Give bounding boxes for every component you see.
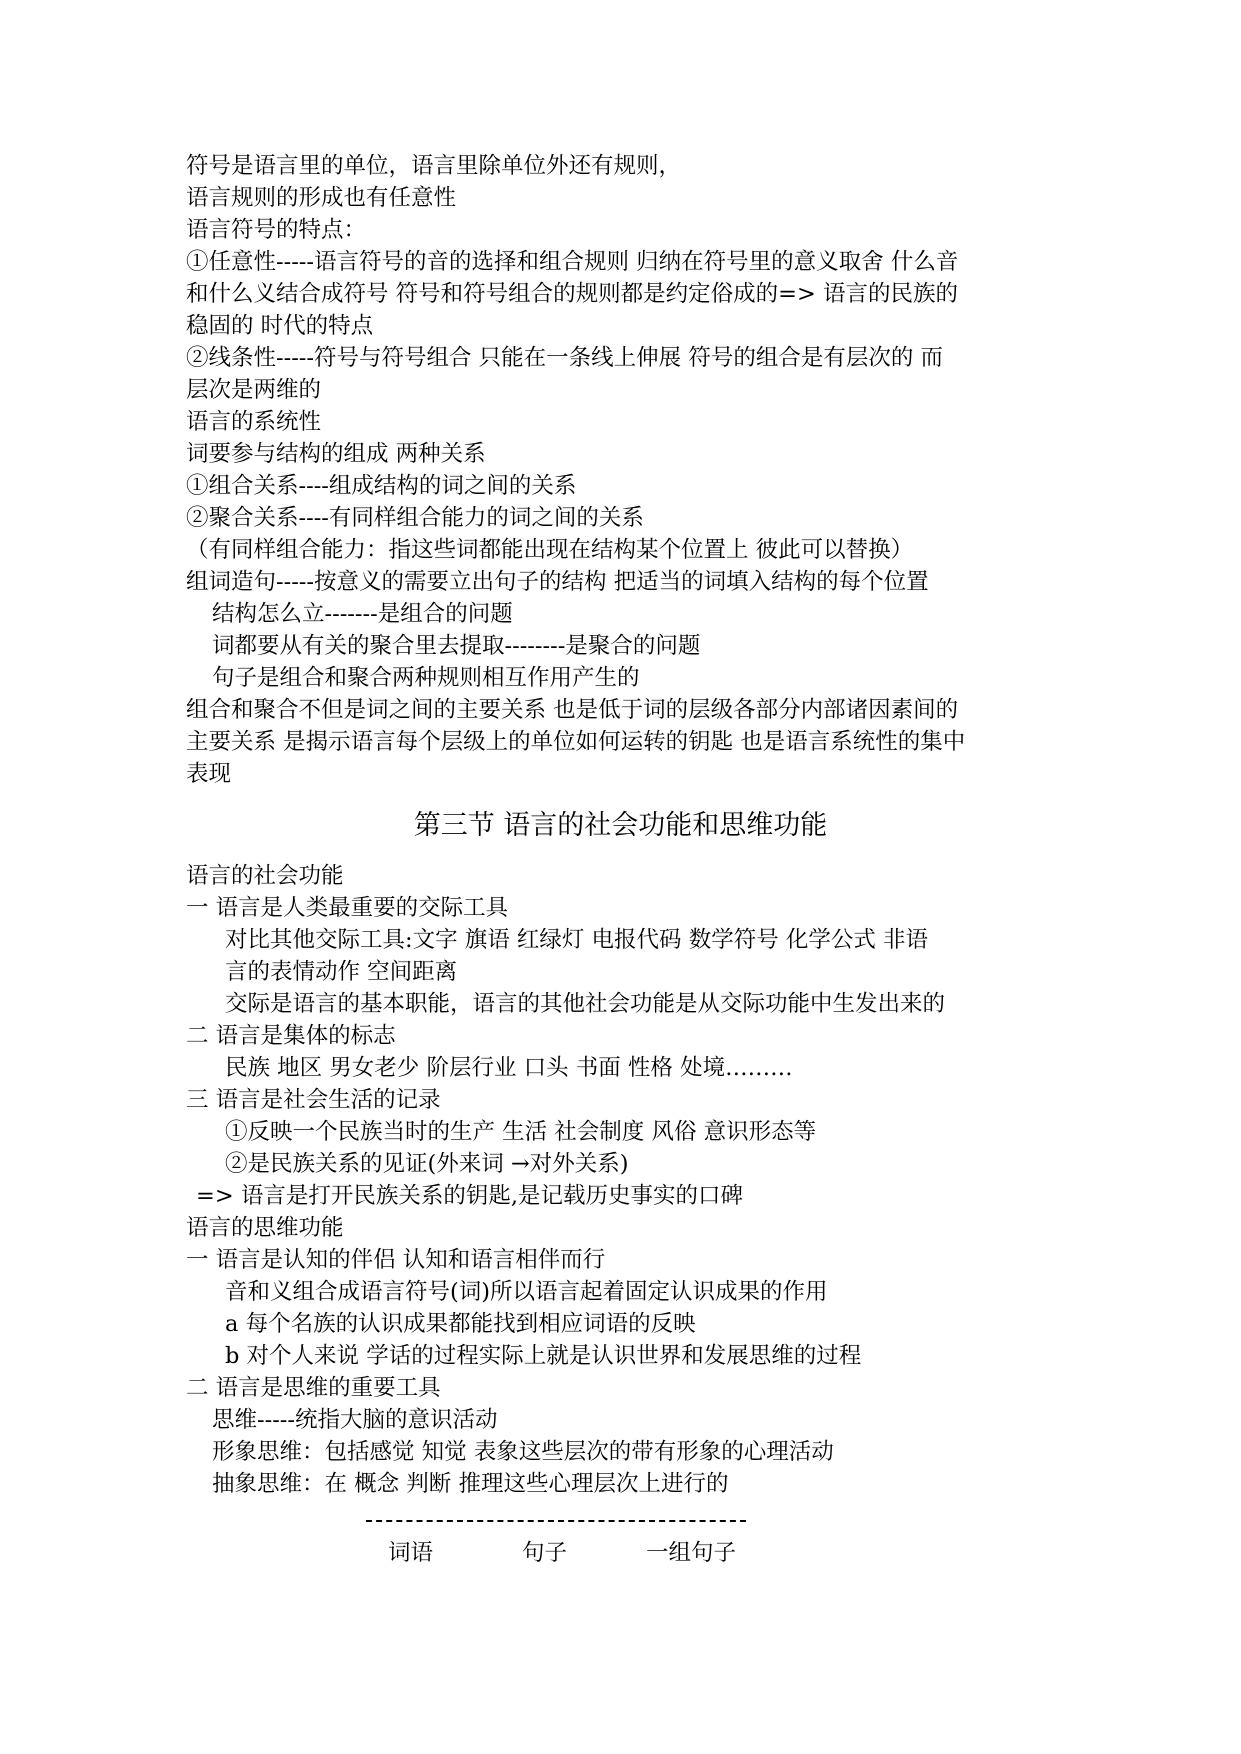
text-line: 句子是组合和聚合两种规则相互作用产生的 <box>212 665 640 691</box>
text-line: 语言符号的特点： <box>186 217 367 243</box>
text-line: 思维-----统指大脑的意识活动 <box>212 1407 498 1433</box>
text-line: 对比其他交际工具:文字 旗语 红绿灯 电报代码 数学符号 化学公式 非语 <box>225 927 928 953</box>
text-line: 结构怎么立-------是组合的问题 <box>212 601 513 627</box>
text-line: 和什么义结合成符号 符号和符号组合的规则都是约定俗成的=> 语言的民族的 <box>186 281 959 307</box>
text-line: ②聚合关系----有同样组合能力的词之间的关系 <box>186 505 644 531</box>
text-line: 一 语言是认知的伴侣 认知和语言相伴而行 <box>186 1247 606 1273</box>
text-line: 组合和聚合不但是词之间的主要关系 也是低于词的层级各部分内部诸因素间的 <box>186 697 959 723</box>
text-line: （有同样组合能力：指这些词都能出现在结构某个位置上 彼此可以替换） <box>186 537 914 563</box>
text-line: b 对个人来说 学话的过程实际上就是认识世界和发展思维的过程 <box>225 1343 862 1369</box>
text-line: 词要参与结构的组成 两种关系 <box>186 441 486 467</box>
text-line: 语言的系统性 <box>186 409 322 435</box>
text-line: 语言的思维功能 <box>186 1215 344 1241</box>
text-line: 抽象思维：在 概念 判断 推理这些心理层次上进行的 <box>212 1471 729 1497</box>
text-line: => 语言是打开民族关系的钥匙,是记载历史事实的口碑 <box>196 1183 744 1209</box>
text-line: 层次是两维的 <box>186 377 322 403</box>
text-line: 音和义组合成语言符号(词)所以语言起着固定认识成果的作用 <box>225 1279 828 1305</box>
text-line: ①反映一个民族当时的生产 生活 社会制度 风俗 意识形态等 <box>225 1119 817 1145</box>
dashed-separator <box>366 1520 746 1522</box>
text-line: 稳固的 时代的特点 <box>186 313 374 339</box>
text-line: 符号是语言里的单位，语言里除单位外还有规则， <box>186 153 682 179</box>
text-line: 主要关系 是揭示语言每个层级上的单位如何运转的钥匙 也是语言系统性的集中 <box>186 729 966 755</box>
text-line: 二 语言是思维的重要工具 <box>186 1375 441 1401</box>
mapping-word: 词语 <box>388 1540 434 1566</box>
text-line: 语言规则的形成也有任意性 <box>186 185 457 211</box>
text-line: ②是民族关系的见证(外来词 →对外关系) <box>225 1151 629 1177</box>
section-title: 第三节 语言的社会功能和思维功能 <box>413 810 828 841</box>
text-line: ①组合关系----组成结构的词之间的关系 <box>186 473 577 499</box>
mapping-sentence-group: 一组句子 <box>646 1540 737 1566</box>
text-line: 民族 地区 男女老少 阶层行业 口头 书面 性格 处境……… <box>225 1055 793 1081</box>
text-line: 二 语言是集体的标志 <box>186 1023 396 1049</box>
text-line: 形象思维：包括感觉 知觉 表象这些层次的带有形象的心理活动 <box>212 1439 834 1465</box>
text-line: ①任意性-----语言符号的音的选择和组合规则 归纳在符号里的意义取舍 什么音 <box>186 249 959 275</box>
text-line: 组词造句-----按意义的需要立出句子的结构 把适当的词填入结构的每个位置 <box>186 569 929 595</box>
text-line: a 每个名族的认识成果都能找到相应词语的反映 <box>225 1311 696 1337</box>
text-line: 交际是语言的基本职能，语言的其他社会功能是从交际功能中生发出来的 <box>225 991 946 1017</box>
text-line: 三 语言是社会生活的记录 <box>186 1087 441 1113</box>
text-line: 一 语言是人类最重要的交际工具 <box>186 895 509 921</box>
mapping-sentence: 句子 <box>522 1540 568 1566</box>
text-line: 表现 <box>186 761 232 787</box>
text-line: 言的表情动作 空间距离 <box>225 959 458 985</box>
text-line: ②线条性-----符号与符号组合 只能在一条线上伸展 符号的组合是有层次的 而 <box>186 345 943 371</box>
text-line: 语言的社会功能 <box>186 863 344 889</box>
text-line: 词都要从有关的聚合里去提取--------是聚合的问题 <box>212 633 701 659</box>
